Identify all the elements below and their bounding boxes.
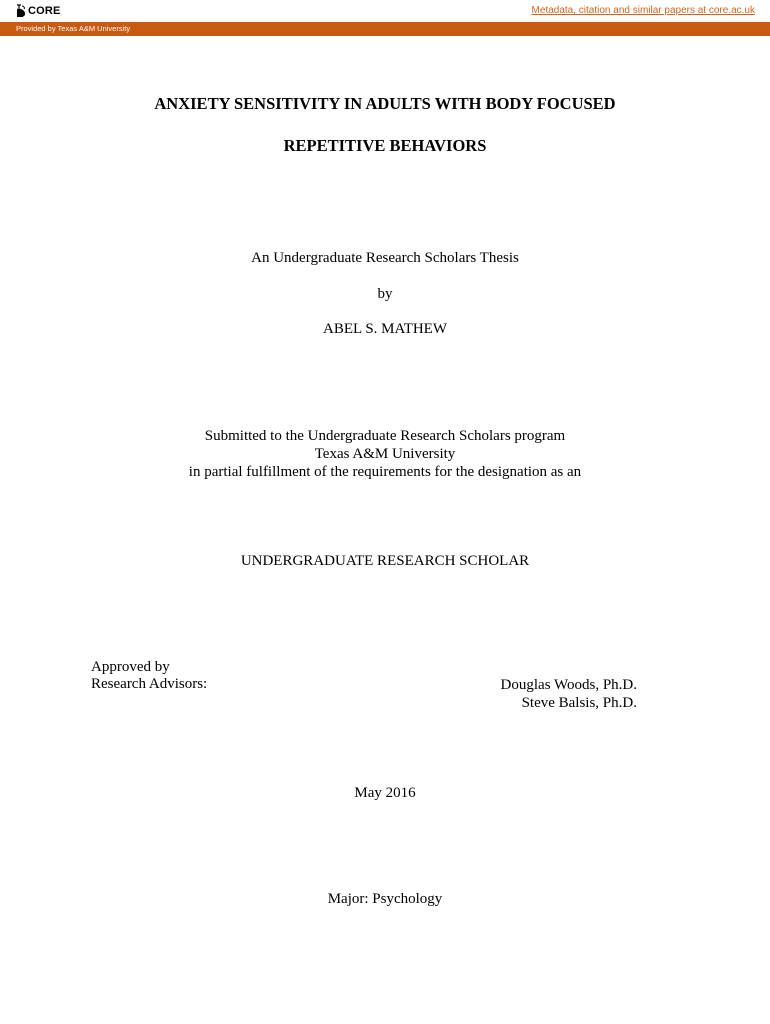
advisor-1: Douglas Woods, Ph.D. [500, 677, 637, 693]
author-name: ABEL S. MATHEW [322, 321, 448, 337]
thesis-type: An Undergraduate Research Scholars Thesis [251, 250, 519, 266]
provided-by-text: Provided by Texas A&M University [16, 24, 131, 33]
submitted-line-3: in partial fulfillment of the requirements for the designation as an [188, 464, 582, 480]
thesis-title-line-2: REPETITIVE BEHAVIORS [283, 136, 487, 155]
approved-by-label: Approved by [91, 659, 170, 675]
by-text: by [377, 286, 393, 302]
thesis-date: May 2016 [354, 785, 416, 801]
core-logo-text: CORE [28, 5, 61, 17]
designation: UNDERGRADUATE RESEARCH SCHOLAR [240, 553, 530, 569]
research-advisors-label: Research Advisors: [91, 676, 208, 692]
core-provided-bar [0, 22, 770, 36]
core-header [0, 0, 770, 22]
core-metadata-link[interactable]: Metadata, citation and similar papers at core.ac.uk [531, 5, 755, 16]
core-logo-icon [16, 4, 26, 18]
submitted-line-2: Texas A&M University [314, 446, 456, 462]
core-logo[interactable] [16, 3, 61, 19]
major: Major: Psychology [327, 891, 443, 907]
submitted-line-1: Submitted to the Undergraduate Research Scholars program [204, 428, 566, 444]
thesis-title-line-1: ANXIETY SENSITIVITY IN ADULTS WITH BODY FOCUSED [154, 94, 616, 113]
advisor-2: Steve Balsis, Ph.D. [521, 695, 637, 711]
